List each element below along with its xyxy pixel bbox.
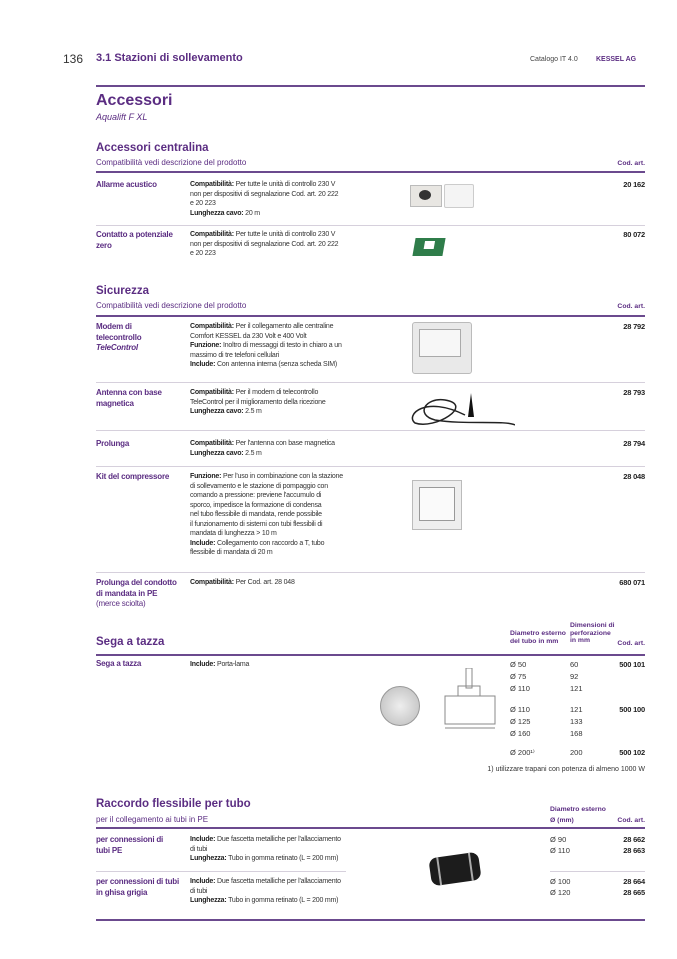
desc-label: Include: bbox=[190, 539, 216, 547]
diameter-value: Ø 110 bbox=[550, 846, 570, 855]
desc-text: TeleControl per il miglioramento della ricezione bbox=[190, 398, 326, 406]
desc-text: Due fascetta metalliche per l'allacciamento bbox=[215, 836, 341, 843]
product-name-line: in ghisa grigia bbox=[96, 887, 148, 897]
hole-size-value: 168 bbox=[570, 729, 583, 738]
desc-label: Include: bbox=[190, 878, 216, 885]
desc-text: comando a pressione: previene l'accumulo di bbox=[190, 492, 322, 499]
compressor-image bbox=[412, 480, 462, 530]
desc-text: Per tutte le unità di controllo 230 V bbox=[233, 181, 336, 188]
divider bbox=[96, 919, 645, 921]
article-code: 28 662 bbox=[623, 835, 645, 844]
product-name-line: zero bbox=[96, 240, 112, 250]
product-name-line: Allarme acustico bbox=[96, 180, 157, 189]
article-code: 500 102 bbox=[619, 748, 645, 757]
product-name-line: Modem di bbox=[96, 322, 132, 331]
divider bbox=[96, 827, 645, 829]
product-description bbox=[190, 835, 341, 864]
code-header: Cod. art. bbox=[617, 817, 645, 824]
desc-label: Compatibilità: bbox=[190, 579, 234, 586]
divider bbox=[96, 315, 645, 317]
desc-text: Comfort KESSEL da 230 Volt e 400 Volt bbox=[190, 332, 307, 340]
hole-saw-image bbox=[380, 686, 420, 726]
article-code: 28 048 bbox=[623, 472, 645, 481]
desc-text: 2.5 m bbox=[243, 408, 262, 415]
brand-label: KESSEL AG bbox=[596, 56, 637, 63]
product-name-line: TeleControl bbox=[96, 343, 138, 352]
footnote: 1) utilizzare trapani con potenza di almeno 1000 W bbox=[487, 766, 645, 773]
diameter-value: Ø 90 bbox=[550, 835, 567, 844]
product-note: (merce sciolta) bbox=[96, 599, 146, 608]
section-note: Compatibilità vedi descrizione del prodotto bbox=[96, 158, 247, 167]
diameter-value: Ø 110 bbox=[510, 705, 530, 714]
col-header: Diametro esterno bbox=[550, 806, 606, 813]
desc-label: Compatibilità: bbox=[190, 389, 234, 396]
hole-size-value: 133 bbox=[570, 717, 583, 726]
desc-label: Funzione: bbox=[190, 473, 222, 480]
desc-text: flessibile di mandata di 20 m bbox=[190, 549, 273, 556]
article-code: 28 663 bbox=[623, 846, 645, 855]
pipe-coupling-image bbox=[428, 852, 481, 887]
product-name bbox=[96, 835, 163, 856]
section-title: 3.1 Stazioni di sollevamento bbox=[96, 52, 243, 64]
col-header: Dimensioni di bbox=[570, 622, 615, 629]
diameter-value: Ø 125 bbox=[510, 717, 531, 726]
desc-text: Per l'antenna con base magnetica bbox=[233, 440, 335, 447]
desc-label: Lunghezza cavo: bbox=[190, 408, 244, 415]
product-name-line: telecontrollo bbox=[96, 332, 142, 342]
desc-label: Compatibilità: bbox=[190, 181, 234, 188]
col-header: in mm bbox=[570, 637, 591, 644]
product-name-line: per connessioni di bbox=[96, 835, 164, 844]
desc-label: Compatibilità: bbox=[190, 440, 234, 447]
article-code: 20 162 bbox=[623, 180, 645, 189]
product-name bbox=[96, 578, 177, 610]
desc-text: Due fascetta metalliche per l'allacciamento bbox=[215, 878, 341, 885]
article-code: 28 665 bbox=[623, 888, 645, 897]
page-title: Accessori bbox=[96, 92, 173, 109]
desc-text: 20 m bbox=[243, 209, 260, 217]
relay-board-image bbox=[412, 238, 445, 256]
col-header: Ø (mm) bbox=[550, 816, 574, 824]
desc-label: Compatibilità: bbox=[190, 231, 234, 238]
product-name-line: magnetica bbox=[96, 398, 134, 408]
desc-text: Tubo in gomma retinato (L = 200 mm) bbox=[226, 855, 339, 862]
desc-text: Per tutte le unità di controllo 230 V bbox=[233, 231, 336, 238]
article-code: 80 072 bbox=[623, 230, 645, 239]
product-name bbox=[96, 230, 173, 251]
section-heading: Accessori centralina bbox=[96, 142, 209, 154]
desc-text: e 20 223 bbox=[190, 250, 216, 257]
product-name bbox=[96, 180, 157, 191]
product-name-line: Contatto a potenziale bbox=[96, 230, 173, 239]
divider bbox=[96, 654, 645, 656]
hole-size-value: 121 bbox=[570, 684, 583, 693]
product-name-line: Antenna con base bbox=[96, 388, 162, 397]
section-heading: Raccordo flessibile per tubo bbox=[96, 798, 251, 810]
desc-text: di tubi bbox=[190, 887, 208, 895]
code-header: Cod. art. bbox=[617, 640, 645, 647]
alarm-box-image bbox=[444, 184, 474, 208]
desc-text: Collegamento con raccordo a T, tubo bbox=[215, 539, 325, 547]
section-note: Compatibilità vedi descrizione del prodotto bbox=[96, 301, 247, 310]
col-header: perforazione bbox=[570, 629, 611, 637]
desc-text: Porta-lama bbox=[215, 661, 250, 668]
article-code: 28 792 bbox=[623, 322, 645, 331]
diameter-value: Ø 200¹⁾ bbox=[510, 748, 535, 757]
product-description bbox=[190, 322, 342, 370]
diameter-value: Ø 110 bbox=[510, 684, 530, 693]
product-description bbox=[190, 877, 341, 906]
divider bbox=[96, 171, 645, 173]
product-description bbox=[190, 472, 343, 558]
article-code: 500 101 bbox=[619, 660, 645, 669]
product-name-line: per connessioni di tubi bbox=[96, 877, 179, 886]
desc-text: sporco, impedisce la formazione di condensa bbox=[190, 501, 322, 509]
page-subtitle: Aqualift F XL bbox=[96, 112, 148, 122]
code-header: Cod. art. bbox=[617, 160, 645, 167]
desc-text: mandata di lunghezza > 10 m bbox=[190, 530, 277, 537]
desc-label: Include: bbox=[190, 661, 216, 668]
desc-text: Tubo in gomma retinato (L = 200 mm) bbox=[226, 897, 339, 904]
product-name-line: di mandata in PE bbox=[96, 588, 158, 598]
desc-text: Per il collegamento alle centraline bbox=[233, 323, 334, 330]
section-heading: Sicurezza bbox=[96, 285, 150, 297]
product-description bbox=[190, 230, 338, 259]
divider bbox=[96, 85, 645, 87]
product-description bbox=[190, 180, 338, 218]
hole-size-value: 200 bbox=[570, 748, 583, 757]
product-name-line: Kit del compressore bbox=[96, 472, 170, 481]
desc-text: e 20 223 bbox=[190, 200, 216, 207]
col-header: Diametro esterno bbox=[510, 630, 566, 637]
product-name: Sega a tazza bbox=[96, 659, 142, 668]
diameter-value: Ø 160 bbox=[510, 729, 531, 738]
col-header: del tubo in mm bbox=[510, 637, 559, 645]
product-name-line: tubi PE bbox=[96, 845, 123, 855]
diameter-value: Ø 50 bbox=[510, 660, 527, 669]
section-note: per il collegamento ai tubi in PE bbox=[96, 815, 209, 824]
product-name-line: Prolunga bbox=[96, 439, 130, 448]
hole-size-value: 92 bbox=[570, 672, 579, 681]
modem-image bbox=[412, 322, 472, 374]
desc-label: Compatibilità: bbox=[190, 323, 234, 330]
desc-label: Include: bbox=[190, 361, 216, 368]
desc-text: di tubi bbox=[190, 845, 208, 853]
desc-text: il funzionamento di sistemi con tubi flessibili di bbox=[190, 520, 323, 528]
desc-text: Per Cod. art. 28 048 bbox=[233, 579, 295, 586]
desc-text: non per dispositivi di segnalazione Cod. art. 20 222 bbox=[190, 190, 339, 198]
hole-saw-drawing bbox=[440, 668, 500, 736]
product-name bbox=[96, 439, 129, 450]
antenna-image bbox=[405, 385, 515, 430]
article-code: 680 071 bbox=[619, 578, 645, 587]
desc-text: Per il modem di telecontrollo bbox=[233, 389, 319, 396]
product-name bbox=[96, 472, 169, 483]
product-name bbox=[96, 877, 179, 898]
desc-text: Con antenna interna (senza scheda SIM) bbox=[215, 361, 338, 368]
product-name bbox=[96, 322, 141, 354]
product-description bbox=[190, 388, 326, 417]
section-heading: Sega a tazza bbox=[96, 636, 165, 648]
hole-size-value: 121 bbox=[570, 705, 583, 714]
desc-label: Funzione: bbox=[190, 342, 222, 349]
desc-label: Lunghezza cavo: bbox=[190, 449, 244, 457]
article-code: 500 100 bbox=[619, 705, 645, 714]
desc-text: Inoltro di messaggi di testo in chiaro a un bbox=[221, 342, 342, 349]
article-code: 28 664 bbox=[623, 877, 645, 886]
diameter-value: Ø 100 bbox=[550, 877, 571, 886]
code-header: Cod. art. bbox=[617, 303, 645, 310]
alarm-image bbox=[410, 185, 442, 207]
diameter-value: Ø 120 bbox=[550, 888, 571, 897]
product-name-line: Prolunga del condotto bbox=[96, 578, 177, 587]
desc-label: Lunghezza: bbox=[190, 855, 227, 862]
diameter-value: Ø 75 bbox=[510, 672, 527, 681]
desc-text: massimo di tre telefoni cellulari bbox=[190, 351, 280, 359]
article-code: 28 794 bbox=[623, 439, 645, 448]
catalog-label: Catalogo IT 4.0 bbox=[530, 56, 578, 63]
desc-label: Lunghezza: bbox=[190, 897, 227, 904]
hole-size-value: 60 bbox=[570, 660, 579, 669]
product-name bbox=[96, 388, 162, 409]
desc-text: Per l'uso in combinazione con la stazione bbox=[221, 473, 343, 480]
desc-text: nel tubo flessibile di mandata, rende possibile bbox=[190, 511, 322, 518]
page-number: 136 bbox=[63, 52, 84, 66]
article-code: 28 793 bbox=[623, 388, 645, 397]
divider bbox=[96, 225, 645, 226]
desc-label: Lunghezza cavo: bbox=[190, 209, 244, 217]
desc-text: 2.5 m bbox=[243, 449, 262, 457]
desc-label: Include: bbox=[190, 836, 216, 843]
desc-text: non per dispositivi di segnalazione Cod. art. 20 222 bbox=[190, 240, 339, 248]
product-description bbox=[190, 578, 295, 588]
desc-text: di sollevamento e le stazione di pompaggio con bbox=[190, 482, 328, 490]
product-description bbox=[190, 439, 335, 458]
